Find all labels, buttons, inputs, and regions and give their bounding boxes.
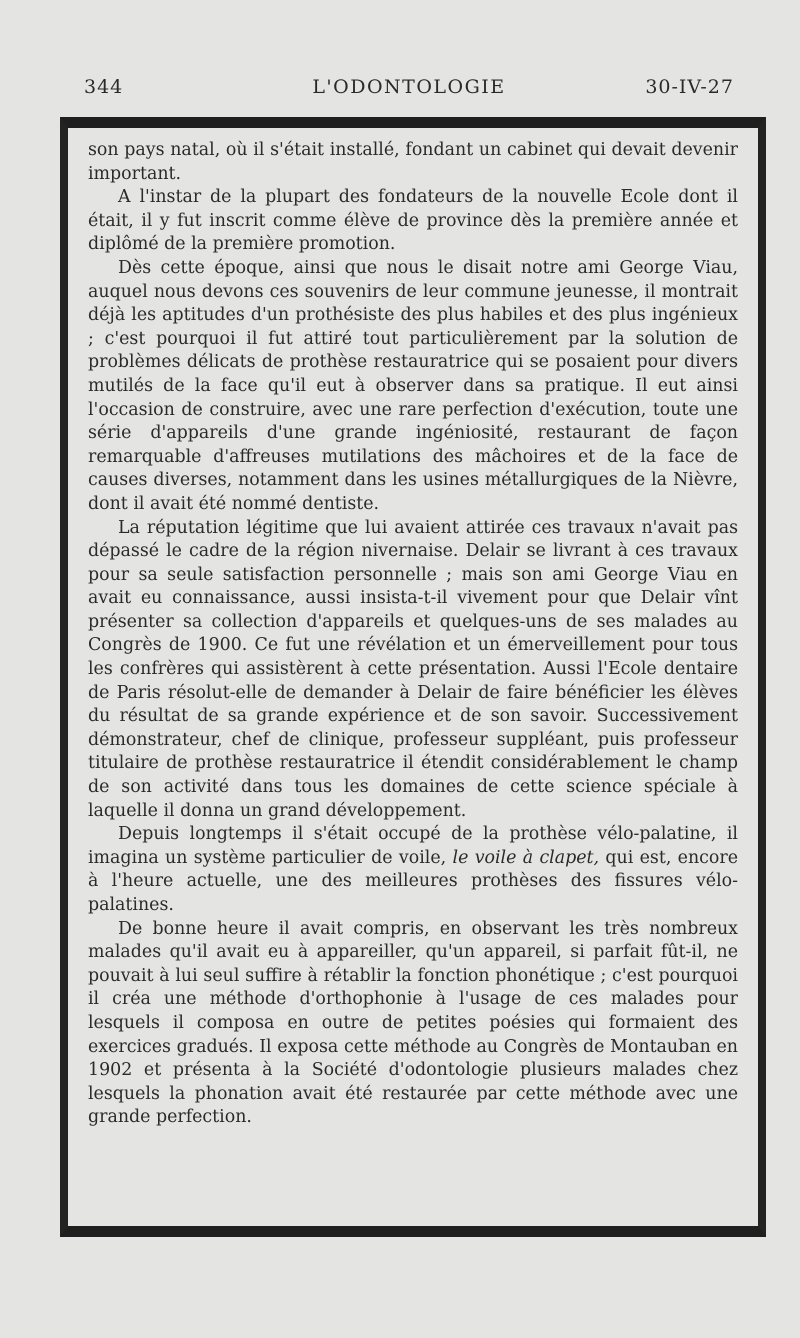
- running-header: [84, 76, 734, 106]
- article-body: [88, 139, 738, 1130]
- paragraph-1: son pays natal, où il s'était installé, fondant un cabinet qui devait devenir important.: [88, 140, 738, 184]
- running-title: L'ODONTOLOGIE: [312, 76, 506, 98]
- paragraph-5-text-a: Depuis longtemps il s'était occupé de la prothèse vélo-palatine, il imagina un système particulier de voile,: [88, 824, 738, 868]
- issue-date: 30-IV-27: [645, 76, 734, 98]
- paragraph-6: De bonne heure il avait compris, en observant les très nombreux malades qu'il avait eu à appareiller, qu'un appareil, si parfait fût-il, ne pouvait à lui seul suffire à rétablir la fonction phonétique ; c'est pourquoi il créa une méthode d'orthophonie à l'usage de ces malades pour lesquels il composa en outre de petites poésies qui formaient des exercices gradués. Il exposa cette méthode au Congrès de Montauban en 1902 et présenta à la Société d'odontologie plusieurs malades chez lesquels la phonation avait été restaurée par cette méthode avec une grande perfection.: [88, 918, 738, 1128]
- paragraph-5-italic: le voile à clapet,: [452, 847, 600, 868]
- paragraph-5: [88, 823, 738, 917]
- paragraph-4: La réputation légitime que lui avaient attirée ces travaux n'avait pas dépassé le cadre de la région nivernaise. Delair se livrant à ces travaux pour sa seule satisfaction personnelle ; mais son ami George Viau en avait eu connaissance, aussi insista-t-il vivement pour que Delair vînt présenter sa collection d'appareils et quelques-uns de ses malades au Congrès de 1900. Ce fut une révélation et un émerveillement pour tous les confrères qui assistèrent à cette présentation. Aussi l'Ecole dentaire de Paris résolut-elle de demander à Delair de faire bénéficier les élèves du résultat de sa grande expérience et de son savoir. Successivement démonstrateur, chef de clinique, professeur suppléant, puis professeur titulaire de prothèse restauratrice il étendit considérablement le champ de son activité dans tous les domaines de cette science spéciale à laquelle il donna un grand développement.: [88, 517, 738, 821]
- paragraph-5-text-b: qui est, encore à l'heure actuelle, une des meilleures prothèses des fissures vélo-palatines.: [88, 847, 738, 915]
- paragraph-3: Dès cette époque, ainsi que nous le disait notre ami George Viau, auquel nous devons ces souvenirs de leur commune jeunesse, il montrait déjà les aptitudes d'un prothésiste des plus habiles et des plus ingénieux ; c'est pourquoi il fut attiré tout particulièrement par la solution de problèmes délicats de prothèse restauratrice qui se posaient pour divers mutilés de la face qu'il eut à observer dans sa pratique. Il eut ainsi l'occasion de construire, avec une rare perfection d'exécution, toute une série d'appareils d'une grande ingéniosité, restaurant de façon remarquable d'affreuses mutilations des mâchoires et de la face de causes diverses, notamment dans les usines métallurgiques de la Nièvre, dont il avait été nommé dentiste.: [88, 257, 738, 514]
- paragraph-2: A l'instar de la plupart des fondateurs de la nouvelle Ecole dont il était, il y fut inscrit comme élève de province dès la première année et diplômé de la première promotion.: [88, 187, 738, 255]
- page-number: 344: [84, 76, 124, 98]
